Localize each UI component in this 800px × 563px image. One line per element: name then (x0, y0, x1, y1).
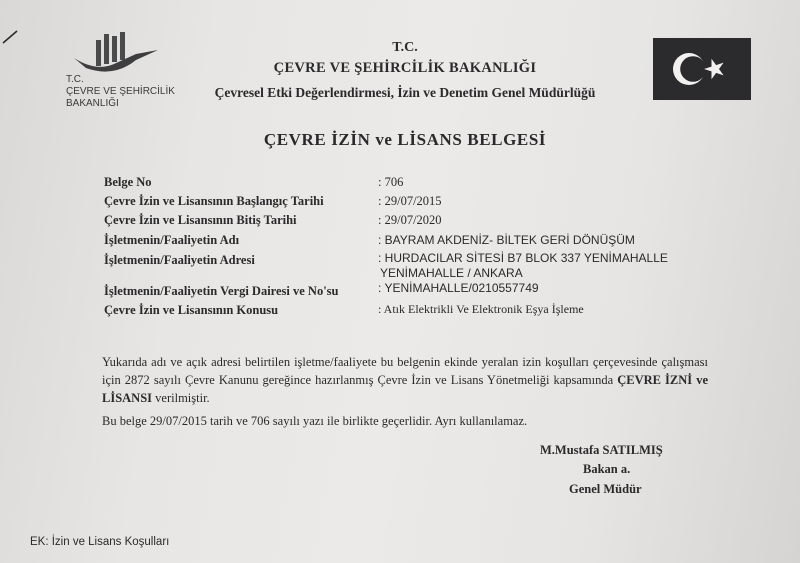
field-label-start-date: Çevre İzin ve Lisansının Başlangıç Tarihi (104, 194, 324, 208)
pen-mark-icon (2, 30, 18, 44)
field-value-address: : HURDACILAR SİTESİ B7 BLOK 337 YENİMAHALLE (378, 251, 668, 265)
signatory-role-1: Bakan a. (583, 462, 631, 476)
logo-caption-line: T.C. (66, 74, 84, 85)
field-label-subject: Çevre İzin ve Lisansının Konusu (104, 303, 279, 317)
attachment-footer: EK: İzin ve Lisans Koşulları (30, 536, 170, 548)
field-label-business-name: İşletmenin/Faaliyetin Adı (104, 233, 240, 247)
turkish-flag-icon (653, 38, 751, 100)
validity-note: Bu belge 29/07/2015 tarih ve 706 sayılı yazı ile birlikte geçerlidir. Ayrı kullanılamaz. (102, 414, 528, 428)
header-tc: T.C. (392, 40, 418, 55)
field-label-address: İşletmenin/Faaliyetin Adresi (104, 253, 255, 267)
field-value-business-name: : BAYRAM AKDENİZ- BİLTEK GERİ DÖNÜŞÜM (378, 233, 635, 247)
header-directorate: Çevresel Etki Değerlendirmesi, İzin ve Denetim Genel Müdürlüğü (214, 85, 596, 100)
document-title: ÇEVRE İZİN ve LİSANS BELGESİ (263, 130, 547, 149)
signatory-role-2: Genel Müdür (569, 482, 642, 496)
field-label-tax-office: İşletmenin/Faaliyetin Vergi Dairesi ve No'su (104, 284, 339, 298)
body-text-bold: ÇEVRE İZNİ ve LİSANSI (102, 373, 708, 405)
signatory-name: M.Mustafa SATILMIŞ (540, 443, 663, 457)
field-value-end-date: : 29/07/2020 (378, 213, 442, 227)
field-value-subject: : Atık Elektrikli Ve Elektronik Eşya İşleme (378, 302, 584, 316)
body-paragraph (102, 353, 708, 407)
field-value-address-line2: YENİMAHALLE / ANKARA (380, 266, 523, 280)
field-label-belge-no: Belge No (104, 175, 152, 189)
logo-caption-line: BAKANLIĞI (66, 98, 119, 109)
field-label-end-date: Çevre İzin ve Lisansının Bitiş Tarihi (104, 213, 297, 227)
body-text-part: Yukarıda adı ve açık adresi belirtilen işletme/faaliyete bu belgenin ekinde yeralan izin koşulları çerçevesinde çalışması için 2872 sayılı Çevre Kanunu gereğince hazırlanmış Çevre İzin ve Lisans Yönetmeliği kapsamında (102, 355, 708, 387)
logo-caption-line: ÇEVRE VE ŞEHİRCİLİK (66, 86, 175, 97)
field-value-belge-no: : 706 (378, 175, 404, 189)
field-value-tax-office: : YENİMAHALLE/0210557749 (378, 281, 539, 295)
header-ministry: ÇEVRE VE ŞEHİRCİLİK BAKANLIĞI (273, 60, 537, 76)
field-value-start-date: : 29/07/2015 (378, 194, 442, 208)
body-text-part: verilmiştir. (155, 391, 210, 405)
